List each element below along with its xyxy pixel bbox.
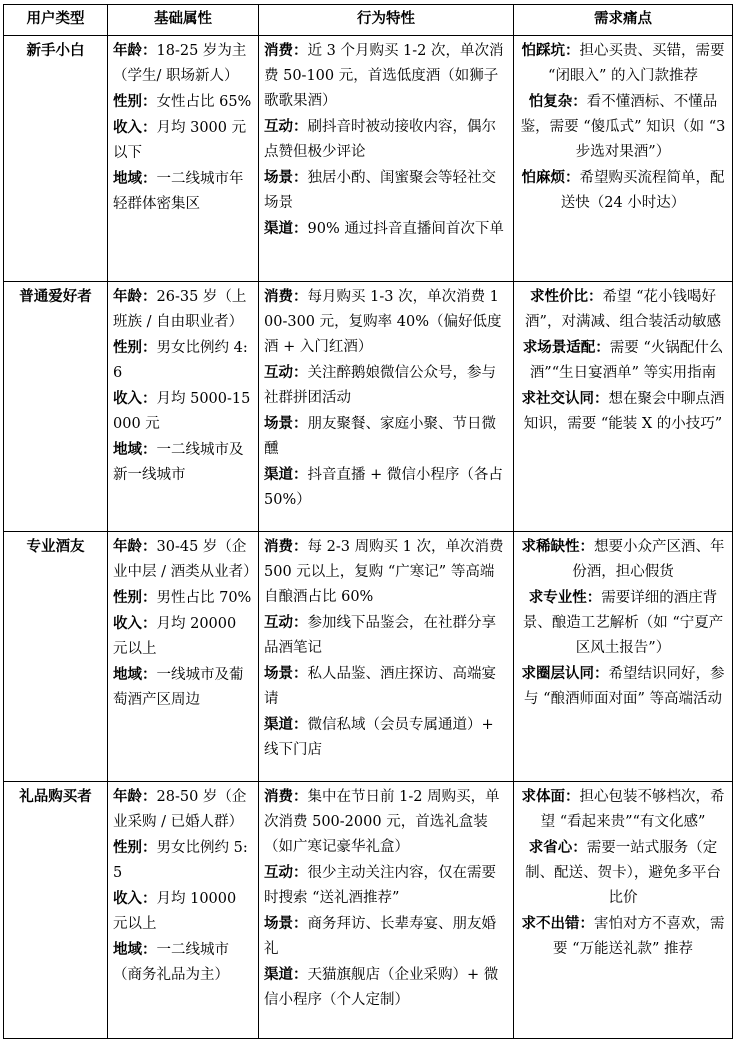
basic-item-value: 女性占比 65% [156, 94, 252, 110]
needs-item-value: 想要小众产区酒、年份酒，担心假货 [572, 539, 725, 580]
needs-item [519, 661, 727, 712]
basic-attributes-cell [108, 532, 259, 782]
basic-attributes-cell [108, 36, 259, 282]
label-colon: ： [293, 788, 308, 805]
basic-item [113, 937, 253, 988]
basic-attributes-cell [108, 282, 259, 532]
basic-item-value: 男女比例约 4:6 [113, 340, 248, 381]
behavior-item-label: 渠道 [264, 466, 293, 483]
behavior-item [264, 610, 508, 661]
needs-item-label: 求省心 [528, 839, 573, 856]
basic-item-value: 一二线城市（商务礼品为主） [113, 942, 229, 983]
user-type-cell: 新手小白 [4, 36, 108, 282]
needs-item [519, 284, 727, 335]
label-colon: ： [579, 915, 594, 932]
label-colon: ： [142, 441, 157, 458]
needs-item-value: 希望 “花小钱喝好酒”，对满减、组合装活动敏感 [525, 289, 721, 330]
needs-item-label: 怕踩坑 [521, 42, 565, 59]
basic-item-value: 月均 5000-15000 元 [113, 391, 251, 432]
behavior-item-value: 朋友聚餐、家庭小聚、节日微醺 [264, 416, 496, 457]
basic-item [113, 166, 253, 217]
basic-item-label: 性别 [113, 93, 142, 110]
needs-item-value: 希望结识同好，参与 “酿酒师面对面” 等高端活动 [523, 666, 725, 707]
behavior-item-value: 微信私域（会员专属通道）+ 线下门店 [264, 717, 494, 758]
behavior-item-value: 抖音直播 + 微信小程序（各占 50%） [264, 467, 503, 508]
basic-item [113, 386, 253, 437]
label-colon: ： [142, 119, 157, 136]
basic-item-label: 收入 [113, 119, 142, 136]
needs-item-label: 怕复杂 [528, 93, 573, 110]
label-colon: ： [565, 788, 580, 805]
label-colon: ： [293, 614, 308, 631]
behavior-item-label: 渠道 [264, 220, 293, 237]
label-colon: ： [142, 170, 157, 187]
label-colon: ： [293, 466, 308, 483]
label-colon: ： [142, 93, 157, 110]
label-colon: ： [579, 538, 594, 555]
basic-item [113, 534, 258, 585]
label-colon: ： [293, 966, 308, 983]
behavior-item [264, 38, 508, 114]
basic-item [113, 611, 253, 662]
behavior-item-value: 参加线下品鉴会，在社群分享品酒笔记 [264, 615, 496, 656]
behavior-item-label: 消费 [264, 538, 293, 555]
behavior-item [264, 860, 508, 911]
basic-item-label: 年龄 [113, 288, 142, 305]
needs-item [519, 165, 727, 216]
behavior-item-label: 互动 [264, 614, 293, 631]
label-colon: ： [142, 42, 157, 59]
pain-points-cell [514, 532, 733, 782]
basic-item [113, 89, 253, 115]
label-colon: ： [293, 288, 308, 305]
behavior-item [264, 216, 508, 242]
basic-item-label: 地域 [113, 170, 142, 187]
table-row [4, 282, 733, 532]
user-persona-document [3, 4, 733, 1039]
label-colon: ： [142, 788, 157, 805]
needs-item [519, 335, 727, 386]
header-pain-points: 需求痛点 [514, 5, 733, 36]
behavior-item [264, 411, 508, 462]
behavior-item-value: 私人品鉴、酒庄探访、高端宴请 [264, 666, 496, 707]
behavior-item-label: 渠道 [264, 966, 293, 983]
needs-item [519, 89, 727, 165]
behavior-item-label: 互动 [264, 364, 293, 381]
label-colon: ： [565, 169, 580, 186]
label-colon: ： [293, 665, 308, 682]
basic-item-label: 性别 [113, 839, 142, 856]
needs-item-value: 需要一站式服务（定制、配送、贺卡），避免多平台比价 [525, 840, 721, 906]
behavior-item-label: 渠道 [264, 716, 293, 733]
pain-points-cell [514, 782, 733, 1039]
label-colon: ： [587, 288, 603, 305]
needs-item-label: 求社交认同 [521, 390, 594, 407]
table-row [4, 782, 733, 1039]
behavior-traits-cell [259, 782, 514, 1039]
needs-item [519, 911, 727, 962]
needs-item-value: 害怕对方不喜欢，需要 “万能送礼款” 推荐 [552, 916, 725, 957]
behavior-item [264, 911, 508, 962]
label-colon: ： [142, 589, 157, 606]
label-colon: ： [142, 941, 157, 958]
pain-points-cell [514, 282, 733, 532]
behavior-item [264, 165, 508, 216]
behavior-item-label: 互动 [264, 864, 293, 881]
label-colon: ： [142, 390, 157, 407]
needs-item-value: 看不懂酒标、不懂品鉴，需要 “傻瓜式” 知识（如 “3 步选对果酒”） [520, 94, 726, 160]
label-colon: ： [142, 839, 157, 856]
basic-item-value: 28-50 岁（企业采购 / 已婚人群） [113, 789, 247, 830]
basic-item-value: 月均 10000 元以上 [113, 891, 237, 932]
basic-item [113, 784, 253, 835]
label-colon: ： [142, 615, 157, 632]
label-colon: ： [142, 339, 157, 356]
basic-item-label: 收入 [113, 390, 142, 407]
table-row [4, 36, 733, 282]
behavior-item-value: 很少主动关注内容，仅在需要时搜索 “送礼酒推荐” [264, 865, 496, 906]
user-type-cell: 专业酒友 [4, 532, 108, 782]
basic-item-label: 地域 [113, 441, 142, 458]
basic-item-value: 18-25 岁为主（学生/ 职场新人） [113, 43, 247, 84]
needs-item-value: 希望购买流程简单，配送快（24 小时达） [560, 170, 725, 211]
behavior-item-value: 刷抖音时被动接收内容，偶尔点赞但极少评论 [264, 119, 496, 160]
needs-item-label: 求性价比 [529, 288, 588, 305]
basic-item-value: 月均 3000 元以下 [113, 120, 247, 161]
basic-item-value: 月均 20000 元以上 [113, 616, 237, 657]
basic-item [113, 662, 253, 713]
needs-item [519, 38, 727, 89]
needs-item [519, 835, 727, 911]
user-persona-table [3, 4, 733, 1039]
basic-item-label: 收入 [113, 890, 142, 907]
header-behavior-traits: 行为特性 [259, 5, 514, 36]
behavior-item-value: 天猫旗舰店（企业采购）+ 微信小程序（个人定制） [264, 967, 499, 1008]
behavior-item-label: 互动 [264, 118, 293, 135]
needs-item-value: 担心买贵、买错，需要 “闭眼入” 的入门款推荐 [548, 43, 725, 84]
basic-item [113, 886, 253, 937]
basic-item-label: 年龄 [113, 538, 142, 555]
needs-item-value: 担心包装不够档次，希望 “看起来贵”“有文化感” [540, 789, 725, 830]
label-colon: ： [293, 42, 308, 59]
behavior-item [264, 712, 508, 763]
behavior-item [264, 661, 508, 712]
basic-item-label: 地域 [113, 941, 142, 958]
basic-item [113, 38, 253, 89]
behavior-item [264, 962, 508, 1013]
behavior-traits-cell [259, 532, 514, 782]
basic-item [113, 115, 253, 166]
basic-item-value: 男女比例约 5:5 [113, 840, 248, 881]
basic-item-label: 收入 [113, 615, 142, 632]
basic-item-label: 年龄 [113, 788, 142, 805]
needs-item [519, 534, 727, 585]
needs-item [519, 386, 727, 437]
label-colon: ： [293, 169, 308, 186]
behavior-item [264, 360, 508, 411]
behavior-traits-cell [259, 36, 514, 282]
needs-item-value: 需要 “火锅配什么酒”“生日宴酒单” 等实用指南 [529, 340, 724, 381]
basic-item-value: 一线城市及葡萄酒产区周边 [113, 667, 244, 708]
label-colon: ： [595, 339, 610, 356]
behavior-item [264, 784, 508, 860]
behavior-item-value: 独居小酌、闺蜜聚会等轻社交场景 [264, 170, 496, 211]
behavior-item [264, 284, 508, 360]
label-colon: ： [293, 915, 308, 932]
behavior-item [264, 534, 508, 610]
behavior-item-label: 场景 [264, 415, 293, 432]
needs-item-label: 求圈层认同 [521, 665, 594, 682]
behavior-item-label: 场景 [264, 169, 293, 186]
needs-item-label: 求体面 [521, 788, 565, 805]
behavior-item-value: 近 3 个月购买 1-2 次，单次消费 50-100 元，首选低度酒（如狮子歌歌果酒） [264, 43, 504, 109]
behavior-traits-cell [259, 282, 514, 532]
label-colon: ： [142, 538, 157, 555]
basic-item-label: 年龄 [113, 42, 142, 59]
behavior-item-label: 消费 [264, 288, 293, 305]
label-colon: ： [586, 589, 602, 606]
behavior-item-value: 每 2-3 周购买 1 次，单次消费 500 元以上，复购 “广寒记” 等高端自酿酒占比 60% [264, 539, 504, 605]
behavior-item-value: 90% 通过抖音直播间首次下单 [307, 221, 504, 237]
header-user-type: 用户类型 [4, 5, 108, 36]
label-colon: ： [572, 93, 587, 110]
basic-item [113, 835, 253, 886]
header-basic-attributes: 基础属性 [108, 5, 259, 36]
behavior-item-label: 场景 [264, 665, 293, 682]
needs-item-value: 想在聚会中聊点酒知识，需要 “能装 X 的小技巧” [523, 391, 725, 432]
basic-item [113, 437, 253, 488]
basic-item-label: 地域 [113, 666, 142, 683]
label-colon: ： [293, 220, 308, 237]
basic-item-value: 一二线城市及新一线城市 [113, 442, 244, 483]
table-header-row [4, 5, 733, 36]
basic-item [113, 284, 253, 335]
behavior-item-value: 每月购买 1-3 次，单次消费 100-300 元，复购率 40%（偏好低度酒 + 入门红酒） [264, 289, 502, 355]
needs-item-label: 怕麻烦 [521, 169, 565, 186]
label-colon: ： [594, 665, 609, 682]
behavior-item-label: 消费 [264, 42, 293, 59]
behavior-item-label: 消费 [264, 788, 293, 805]
needs-item [519, 784, 727, 835]
pain-points-cell [514, 36, 733, 282]
needs-item-label: 求场景适配 [522, 339, 596, 356]
behavior-item-label: 场景 [264, 915, 293, 932]
basic-item-value: 26-35 岁（上班族 / 自由职业者） [113, 289, 247, 330]
needs-item [519, 585, 727, 661]
label-colon: ： [293, 364, 308, 381]
label-colon: ： [293, 415, 308, 432]
basic-item [113, 335, 253, 386]
label-colon: ： [293, 716, 308, 733]
label-colon: ： [293, 118, 308, 135]
behavior-item [264, 114, 508, 165]
basic-item-label: 性别 [113, 339, 142, 356]
label-colon: ： [142, 288, 157, 305]
label-colon: ： [293, 864, 308, 881]
basic-item-label: 性别 [113, 589, 142, 606]
label-colon: ： [572, 839, 587, 856]
basic-item [113, 585, 253, 611]
needs-item-label: 求稀缺性 [521, 538, 580, 555]
needs-item-label: 求专业性 [528, 589, 587, 606]
needs-item-value: 需要详细的酒庄背景、酿造工艺解析（如 “宁夏产区风土报告”） [522, 590, 724, 656]
label-colon: ： [142, 666, 157, 683]
label-colon: ： [594, 390, 609, 407]
behavior-item-value: 关注醉鹅娘微信公众号，参与社群拼团活动 [264, 365, 496, 406]
user-type-cell: 礼品购买者 [4, 782, 108, 1039]
label-colon: ： [293, 538, 308, 555]
basic-attributes-cell [108, 782, 259, 1039]
basic-item-value: 一二线城市年轻群体密集区 [113, 171, 244, 212]
user-type-cell: 普通爱好者 [4, 282, 108, 532]
needs-item-label: 求不出错 [521, 915, 580, 932]
behavior-item-value: 商务拜访、长辈寿宴、朋友婚礼 [264, 916, 496, 957]
behavior-item-value: 集中在节日前 1-2 周购买，单次消费 500-2000 元，首选礼盒装（如广寒记豪华礼盒） [264, 789, 500, 855]
label-colon: ： [565, 42, 580, 59]
basic-item-value: 30-45 岁（企业中层 / 酒类从业者） [113, 539, 258, 580]
table-row [4, 532, 733, 782]
behavior-item [264, 462, 508, 513]
label-colon: ： [142, 890, 157, 907]
basic-item-value: 男性占比 70% [156, 590, 252, 606]
